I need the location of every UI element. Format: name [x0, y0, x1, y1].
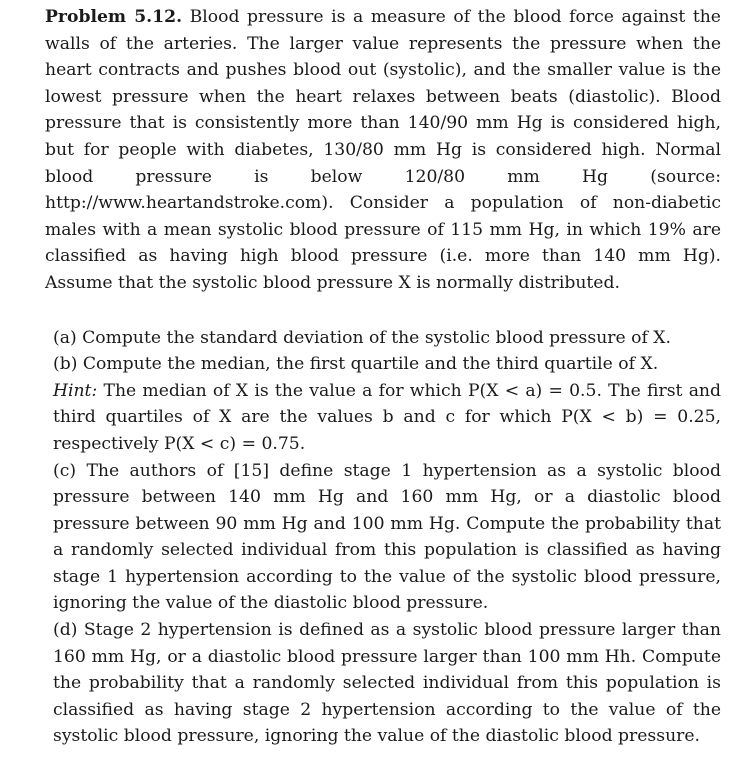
hint-text: The median of X is the value a for which P(X < a) = 0.5. The first and third quartiles of X are the values b and c for which P(X < b) = 0.25, respectively P(X < c) = 0.75. — [53, 380, 722, 454]
problem-text: Blood pressure is a measure of the blood force against the walls of the arteries. The larger value represents the pressure when the heart contracts and pushes blood out (systolic), and the smaller value is the lowest pressure when the heart relaxes between beats (diastolic). Blood pressure that is consistently more than 140/90 mm Hg is considered high, but for people with diabetes, 130/80 mm Hg is considered high. Normal blood pressure is below 120/80 mm Hg (source: http://www.heartandstroke.com). Consider a population of non-diabetic males with a mean systolic blood pressure of 115 mm Hg, in which 19% are classified as having high blood pressure (i.e. more than 140 mm Hg). Assume that the systolic blood pressure X is normally distributed. — [45, 7, 721, 293]
hint-label: Hint: — [53, 380, 98, 401]
problem-parts — [45, 325, 721, 751]
part-a: (a) Compute the standard deviation of the systolic blood pressure of X. — [53, 327, 671, 348]
part-b-hint — [53, 378, 721, 458]
problem-page — [45, 4, 721, 750]
problem-label: Problem 5.12. — [45, 7, 183, 27]
part-c: (c) The authors of [15] define stage 1 hypertension as a systolic blood pressure between 140 mm Hg and 160 mm Hg, or a diastolic blood pressure between 90 mm Hg and 100 mm Hg. Compute the probability that a randomly selected individual from this population is classified as having stage 1 hypertension according to the value of the systolic blood pressure, ignoring the value of the diastolic blood pressure. — [53, 460, 721, 614]
problem-statement — [45, 4, 721, 297]
part-d: (d) Stage 2 hypertension is defined as a systolic blood pressure larger than 160 mm Hg, or a diastolic blood pressure larger than 100 mm Hh. Compute the probability that a randomly selected individual from this population is classified as having stage 2 hypertension according to the value of the systolic blood pressure, ignoring the value of the diastolic blood pressure. — [53, 620, 721, 747]
part-b-question: (b) Compute the median, the first quartile and the third quartile of X. — [53, 354, 659, 375]
